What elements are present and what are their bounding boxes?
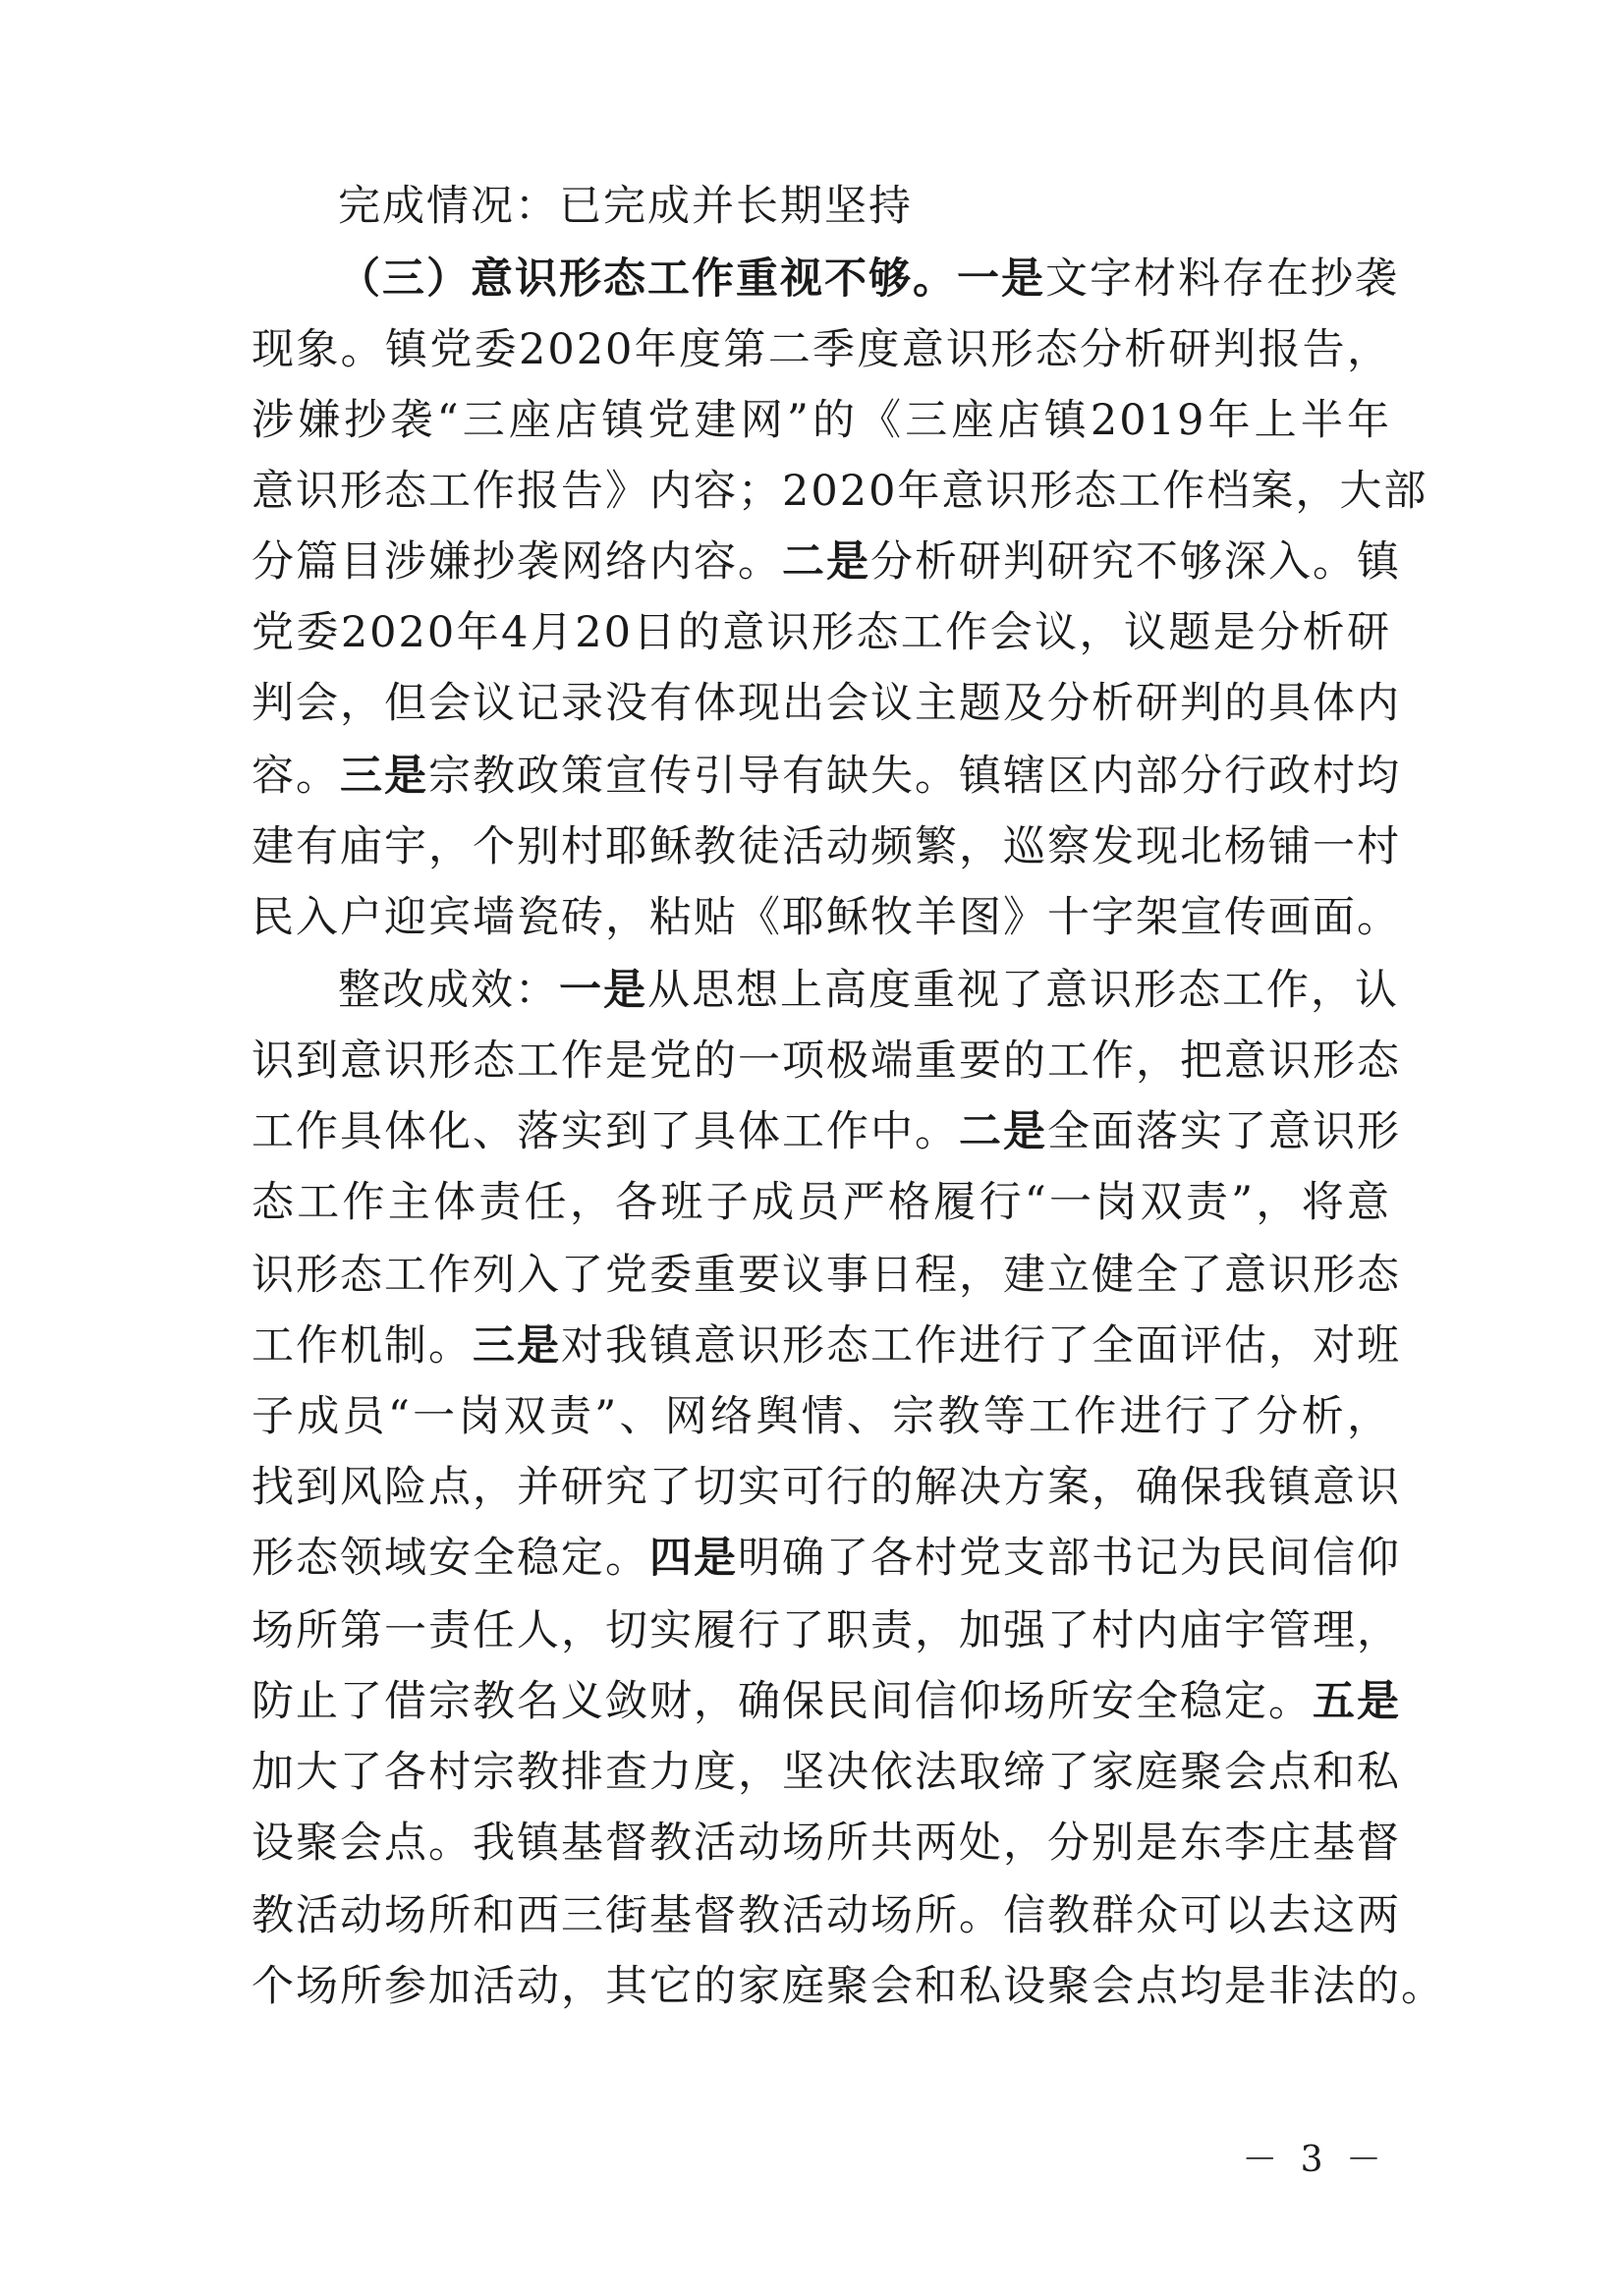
text-line: [252, 883, 1401, 952]
text-segment: 场所第一责任人，切实履行了职责，加强了村内庙宇管理，: [252, 1606, 1401, 1655]
text-segment: 识形态工作列入了党委重要议事日程，建立健全了意识形态: [252, 1251, 1401, 1300]
text-line: [252, 669, 1401, 738]
text-segment: 意识形态工作报告》内容；2020年意识形态工作档案，大部: [252, 467, 1428, 516]
text-segment: 分析研判研究不够深入。镇: [870, 537, 1401, 587]
text-segment: 涉嫌抄袭“三座店镇党建网”的《三座店镇2019年上半年: [252, 396, 1391, 445]
text-line: [252, 386, 1391, 455]
text-segment: 完成情况：已完成并长期坚持: [338, 182, 913, 231]
text-segment: 容。: [252, 752, 340, 801]
text-segment: 子成员“一岗双责”、网络舆情、宗教等工作进行了分析，: [252, 1392, 1391, 1441]
text-line: [252, 1241, 1401, 1310]
text-line: [252, 1809, 1401, 1877]
text-line: [252, 528, 1401, 596]
text-line: [252, 1382, 1391, 1451]
text-line: [252, 1738, 1401, 1807]
text-segment: 态工作主体责任，各班子成员严格履行“一岗双责”，将意: [252, 1178, 1391, 1227]
bold-text-segment: 五是: [1313, 1677, 1401, 1726]
text-line: [252, 1952, 1445, 2021]
bold-text-segment: 三是: [340, 752, 428, 801]
text-segment: 形态领域安全稳定。: [252, 1534, 649, 1583]
text-segment: 工作机制。: [252, 1321, 473, 1371]
text-line: [252, 1027, 1401, 1095]
text-segment: 全面落实了意识形: [1047, 1107, 1401, 1156]
bold-text-segment: 三是: [473, 1321, 561, 1371]
text-line: [252, 812, 1401, 881]
text-segment: 判会，但会议记录没有体现出会议主题及分析研判的具体内: [252, 679, 1401, 728]
text-line: [338, 956, 1399, 1025]
text-segment: 现象。镇党委2020年度第二季度意识形态分析研判报告，: [252, 325, 1391, 374]
text-line: [252, 457, 1428, 526]
text-segment: 宗教政策宣传引导有缺失。镇辖区内部分行政村均: [428, 752, 1401, 801]
text-segment: 党委2020年4月20日的意识形态工作会议，议题是分析研: [252, 608, 1391, 657]
text-segment: 文字材料存在抄袭: [1045, 254, 1399, 304]
text-segment: 加大了各村宗教排查力度，坚决依法取缔了家庭聚会点和私: [252, 1748, 1401, 1797]
text-segment: 防止了借宗教名义敛财，确保民间信仰场所安全稳定。: [252, 1677, 1313, 1726]
bold-text-segment: （三）意识形态工作重视不够。一是: [338, 254, 1045, 304]
text-segment: 识到意识形态工作是党的一项极端重要的工作，把意识形态: [252, 1036, 1401, 1086]
text-line: [252, 1312, 1401, 1380]
bold-text-segment: 一是: [559, 966, 647, 1015]
bold-text-segment: 二是: [782, 537, 870, 587]
text-line: [252, 742, 1401, 811]
text-segment: 对我镇意识形态工作进行了全面评估，对班: [561, 1321, 1401, 1371]
text-segment: 分篇目涉嫌抄袭网络内容。: [252, 537, 782, 587]
page-number: － 3 －: [1242, 2140, 1387, 2180]
text-segment: 建有庙宇，个别村耶稣教徒活动频繁，巡察发现北杨铺一村: [252, 822, 1401, 871]
text-line: [338, 245, 1399, 313]
text-line: [252, 1168, 1391, 1237]
text-segment: 整改成效：: [338, 966, 559, 1015]
text-line: [252, 1097, 1401, 1166]
text-line: [252, 598, 1391, 667]
text-line: [338, 172, 1391, 241]
text-segment: 从思想上高度重视了意识形态工作，认: [647, 966, 1399, 1015]
text-segment: 设聚会点。我镇基督教活动场所共两处，分别是东李庄基督: [252, 1819, 1401, 1868]
text-segment: 民入户迎宾墙瓷砖，粘贴《耶稣牧羊图》十字架宣传画面。: [252, 893, 1401, 942]
text-segment: 工作具体化、落实到了具体工作中。: [252, 1107, 959, 1156]
text-line: [252, 1524, 1401, 1593]
text-segment: 个场所参加活动，其它的家庭聚会和私设聚会点均是非法的。: [252, 1962, 1445, 2011]
bold-text-segment: 四是: [649, 1534, 738, 1583]
text-line: [252, 1596, 1401, 1665]
text-line: [252, 1667, 1401, 1736]
bold-text-segment: 二是: [959, 1107, 1047, 1156]
text-line: [252, 315, 1391, 384]
text-segment: 教活动场所和西三街基督教活动场所。信教群众可以去这两: [252, 1891, 1401, 1940]
text-segment: 明确了各村党支部书记为民间信仰: [738, 1534, 1401, 1583]
text-segment: 找到风险点，并研究了切实可行的解决方案，确保我镇意识: [252, 1463, 1401, 1512]
text-line: [252, 1881, 1401, 1950]
text-line: [252, 1453, 1401, 1522]
